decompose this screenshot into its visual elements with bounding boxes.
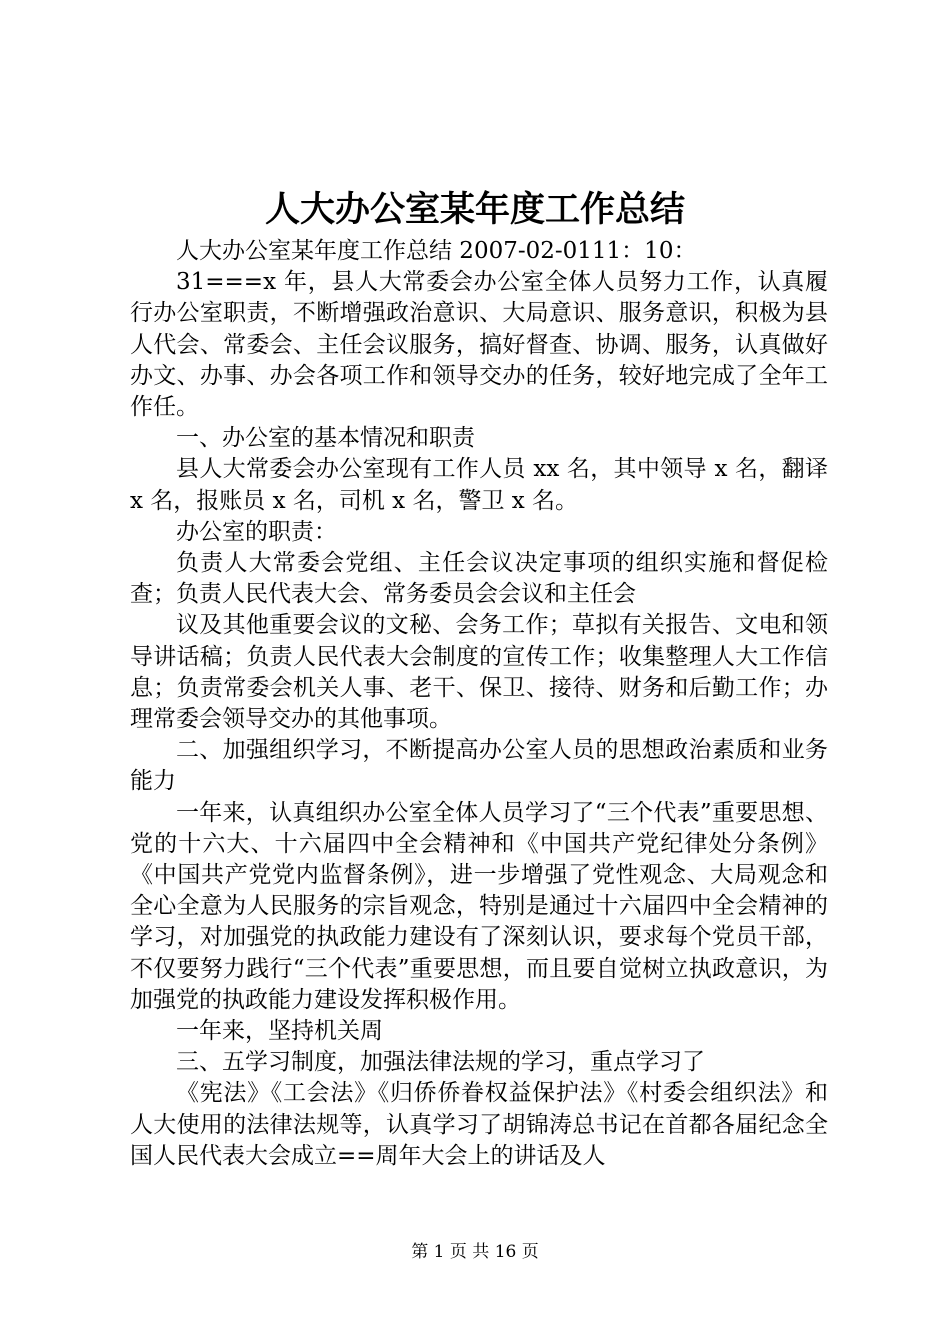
section-heading: 一、办公室的基本情况和职责 (176, 425, 475, 452)
paragraph: 人大办公室某年度工作总结 2007-02-0111：10： (176, 238, 697, 264)
document-title: 人大办公室某年度工作总结 (264, 189, 685, 230)
paragraph: 办公室的职责： (176, 518, 337, 545)
paragraph: 一年来，认真组织办公室全体人员学习了“三个代表”重要思想、党的十六大、十六届四中全会精神和《中国共产党纪律处分条例》《中国共产党党内监督条例》，进一步增强了党性观念、大局观念和全心全意为人民服务的宗旨观念，特别是通过十六届四中全会精神的学习，对加强党的执政能力建设有了深刻认识，要求每个党员干部，不仅要努力践行“三个代表”重要思想，而且要自觉树立执政意识，为加强党的执政能力建设发挥积极作用。 (130, 799, 828, 1013)
section-heading: 三、五学习制度，加强法律法规的学习，重点学习了 (176, 1049, 705, 1076)
paragraph: 县人大常委会办公室现有工作人员 xx 名，其中领导 x 名，翻译 x 名，报账员 x 名，司机 x 名，警卫 x 名。 (130, 456, 828, 514)
document-body (130, 236, 828, 1172)
paragraph: 31===x 年，县人大常委会办公室全体人员努力工作，认真履行办公室职责，不断增强政治意识、大局意识、服务意识，积极为县人代会、常委会、主任会议服务，搞好督查、协调、服务，认真做好办文、办事、办会各项工作和领导交办的任务，较好地完成了全年工作任。 (130, 269, 828, 421)
paragraph: 负责人大常委会党组、主任会议决定事项的组织实施和督促检查；负责人民代表大会、常务委员会会议和主任会 (130, 550, 828, 608)
paragraph: 一年来，坚持机关周 (176, 1018, 383, 1045)
section-heading: 二、加强组织学习，不断提高办公室人员的思想政治素质和业务能力 (130, 737, 828, 795)
paragraph: 议及其他重要会议的文秘、会务工作；草拟有关报告、文电和领导讲话稿；负责人民代表大会制度的宣传工作；收集整理人大工作信息；负责常委会机关人事、老干、保卫、接待、财务和后勤工作；办理常委会领导交办的其他事项。 (130, 612, 828, 733)
paragraph: 《宪法》《工会法》《归侨侨眷权益保护法》《村委会组织法》和人大使用的法律法规等，认真学习了胡锦涛总书记在首都各届纪念全国人民代表大会成立==周年大会上的讲话及人 (130, 1080, 828, 1169)
page-footer: 第 1 页 共 16 页 (411, 1242, 539, 1262)
